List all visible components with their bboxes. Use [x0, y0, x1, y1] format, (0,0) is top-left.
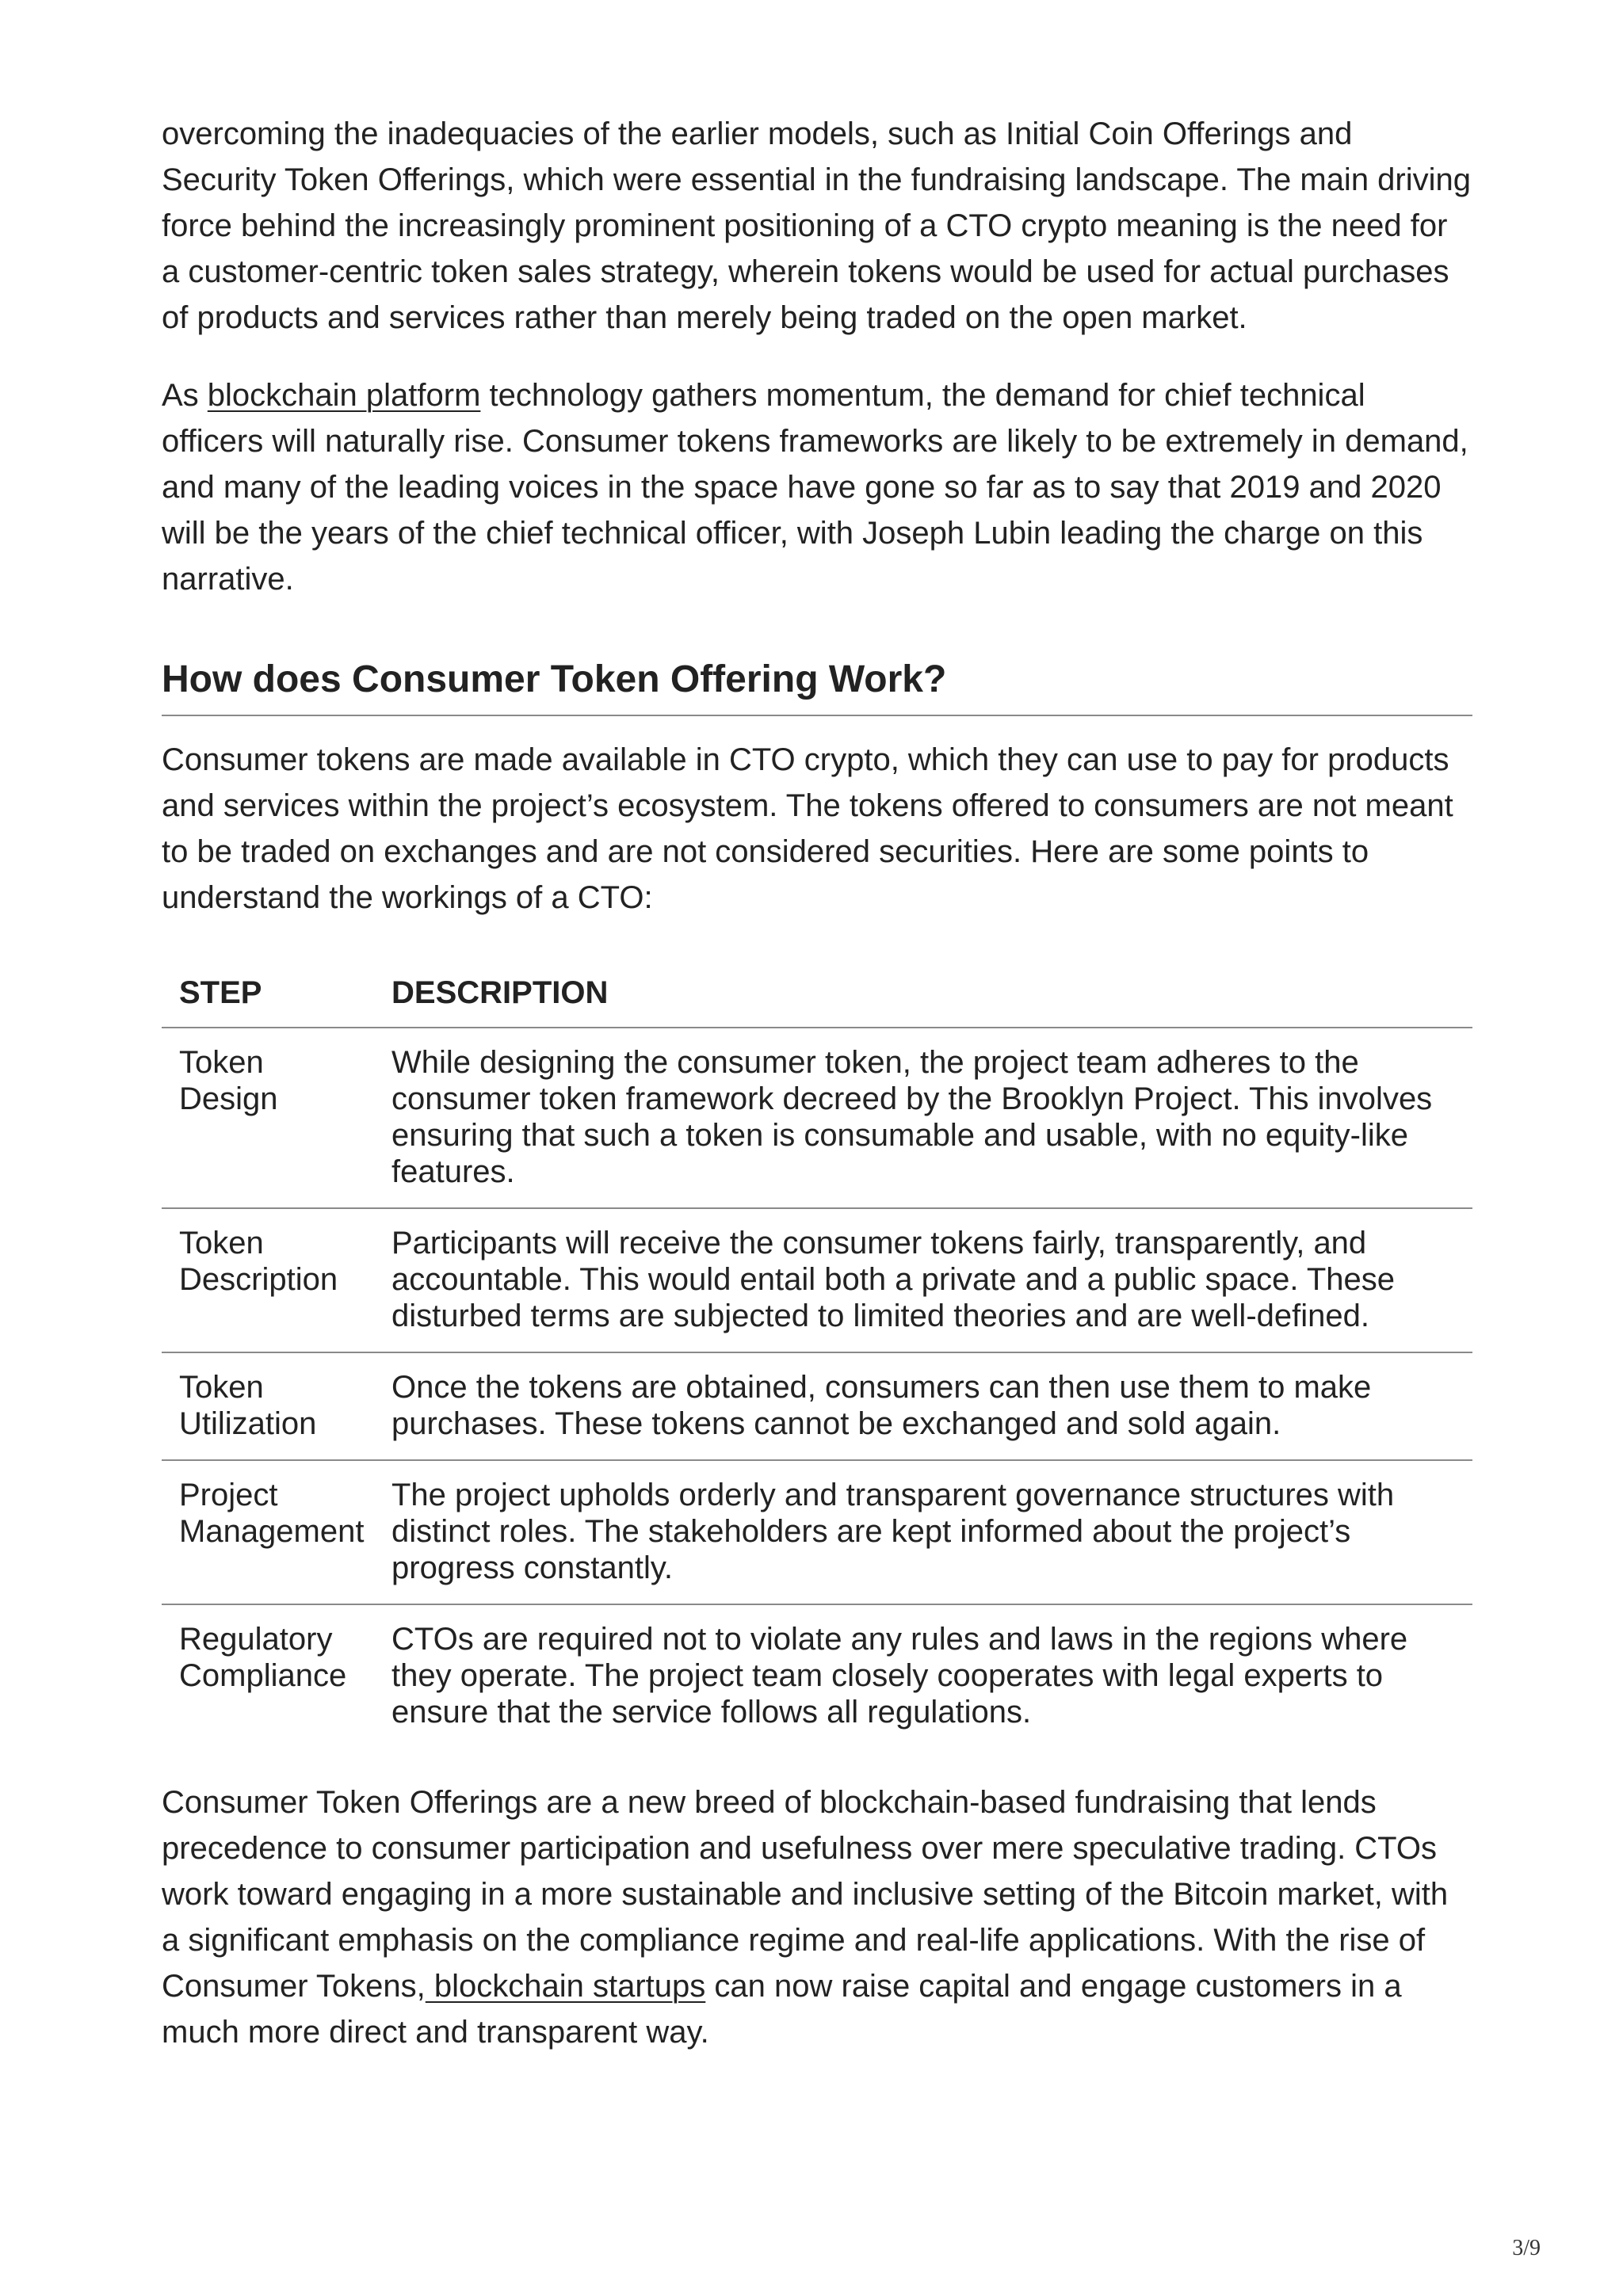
description-cell: The project upholds orderly and transparent governance structures with distinct roles. The stakeholders are kept informed about the project’s progress constantly.	[374, 1460, 1472, 1604]
blockchain-startups-link[interactable]: blockchain startups	[425, 1969, 706, 2004]
paragraph-text-start: As	[162, 378, 208, 413]
table-row	[162, 1028, 1472, 1208]
table-row	[162, 1604, 1472, 1748]
table-row	[162, 1460, 1472, 1604]
cto-workings-paragraph: Consumer tokens are made available in CTO crypto, which they can use to pay for products and services within the project’s ecosystem. The tokens offered to consumers are not meant to be traded on exchanges and are not considered securities. Here are some points to understand the workings of a CTO:	[162, 742, 1453, 915]
header-description: DESCRIPTION	[374, 965, 1472, 1028]
paragraph-text-end: can now raise capital and engage customers in a much more direct and transparent way.	[162, 1969, 1402, 2050]
table-row	[162, 1352, 1472, 1460]
step-cell: Regulatory Compliance	[179, 1622, 347, 1693]
page-number: 3/9	[1512, 2236, 1541, 2260]
table-header-row	[162, 965, 1472, 1028]
conclusion-paragraph	[162, 1779, 1472, 2055]
paragraph-text-start: Consumer Token Offerings are a new breed of blockchain-based fundraising that lends precedence to consumer participation and usefulness over mere speculative trading. CTOs work toward engaging in a more sustainable and inclusive setting of the Bitcoin market, with a significant emphasis on the compliance regime and real-life applications. With the rise of Consumer Tokens,	[162, 1785, 1449, 2004]
section-heading: How does Consumer Token Offering Work?	[162, 656, 1472, 716]
table-row	[162, 1208, 1472, 1352]
cto-steps-table	[162, 965, 1472, 1748]
description-cell: CTOs are required not to violate any rules and laws in the regions where they operate. The project team closely cooperates with legal experts to ensure that the service follows all regulations.	[391, 1622, 1408, 1730]
step-cell: Token Design	[162, 1028, 374, 1208]
header-step: STEP	[162, 965, 374, 1028]
step-cell: Token Description	[162, 1208, 374, 1352]
paragraph-text-end: technology gathers momentum, the demand for chief technical officers will naturally rise. Consumer tokens frameworks are likely to be extremely in demand, and many of the leading voices in the space have gone so far as to say that 2019 and 2020 will be the years of the chief technical officer, with Joseph Lubin leading the charge on this narrative.	[162, 378, 1468, 597]
description-cell: Participants will receive the consumer tokens fairly, transparently, and accountable. This would entail both a private and a public space. These disturbed terms are subjected to limited theories and are well-defined.	[374, 1208, 1472, 1352]
description-cell: Once the tokens are obtained, consumers can then use them to make purchases. These tokens cannot be exchanged and sold again.	[374, 1352, 1472, 1460]
step-cell: Token Utilization	[162, 1352, 374, 1460]
document-page	[162, 111, 1472, 2055]
blockchain-platform-paragraph	[162, 372, 1472, 602]
description-cell: While designing the consumer token, the project team adheres to the consumer token framework decreed by the Brooklyn Project. This involves ensuring that such a token is consumable and usable, with no equity-like features.	[374, 1028, 1472, 1208]
step-cell: Project Management	[162, 1460, 374, 1604]
blockchain-platform-link[interactable]: blockchain platform	[207, 378, 481, 413]
intro-paragraph: overcoming the inadequacies of the earlier models, such as Initial Coin Offerings and Security Token Offerings, which were essential in the fundraising landscape. The main driving force behind the increasingly prominent positioning of a CTO crypto meaning is the need for a customer-centric token sales strategy, wherein tokens would be used for actual purchases of products and services rather than merely being traded on the open market.	[162, 116, 1472, 335]
